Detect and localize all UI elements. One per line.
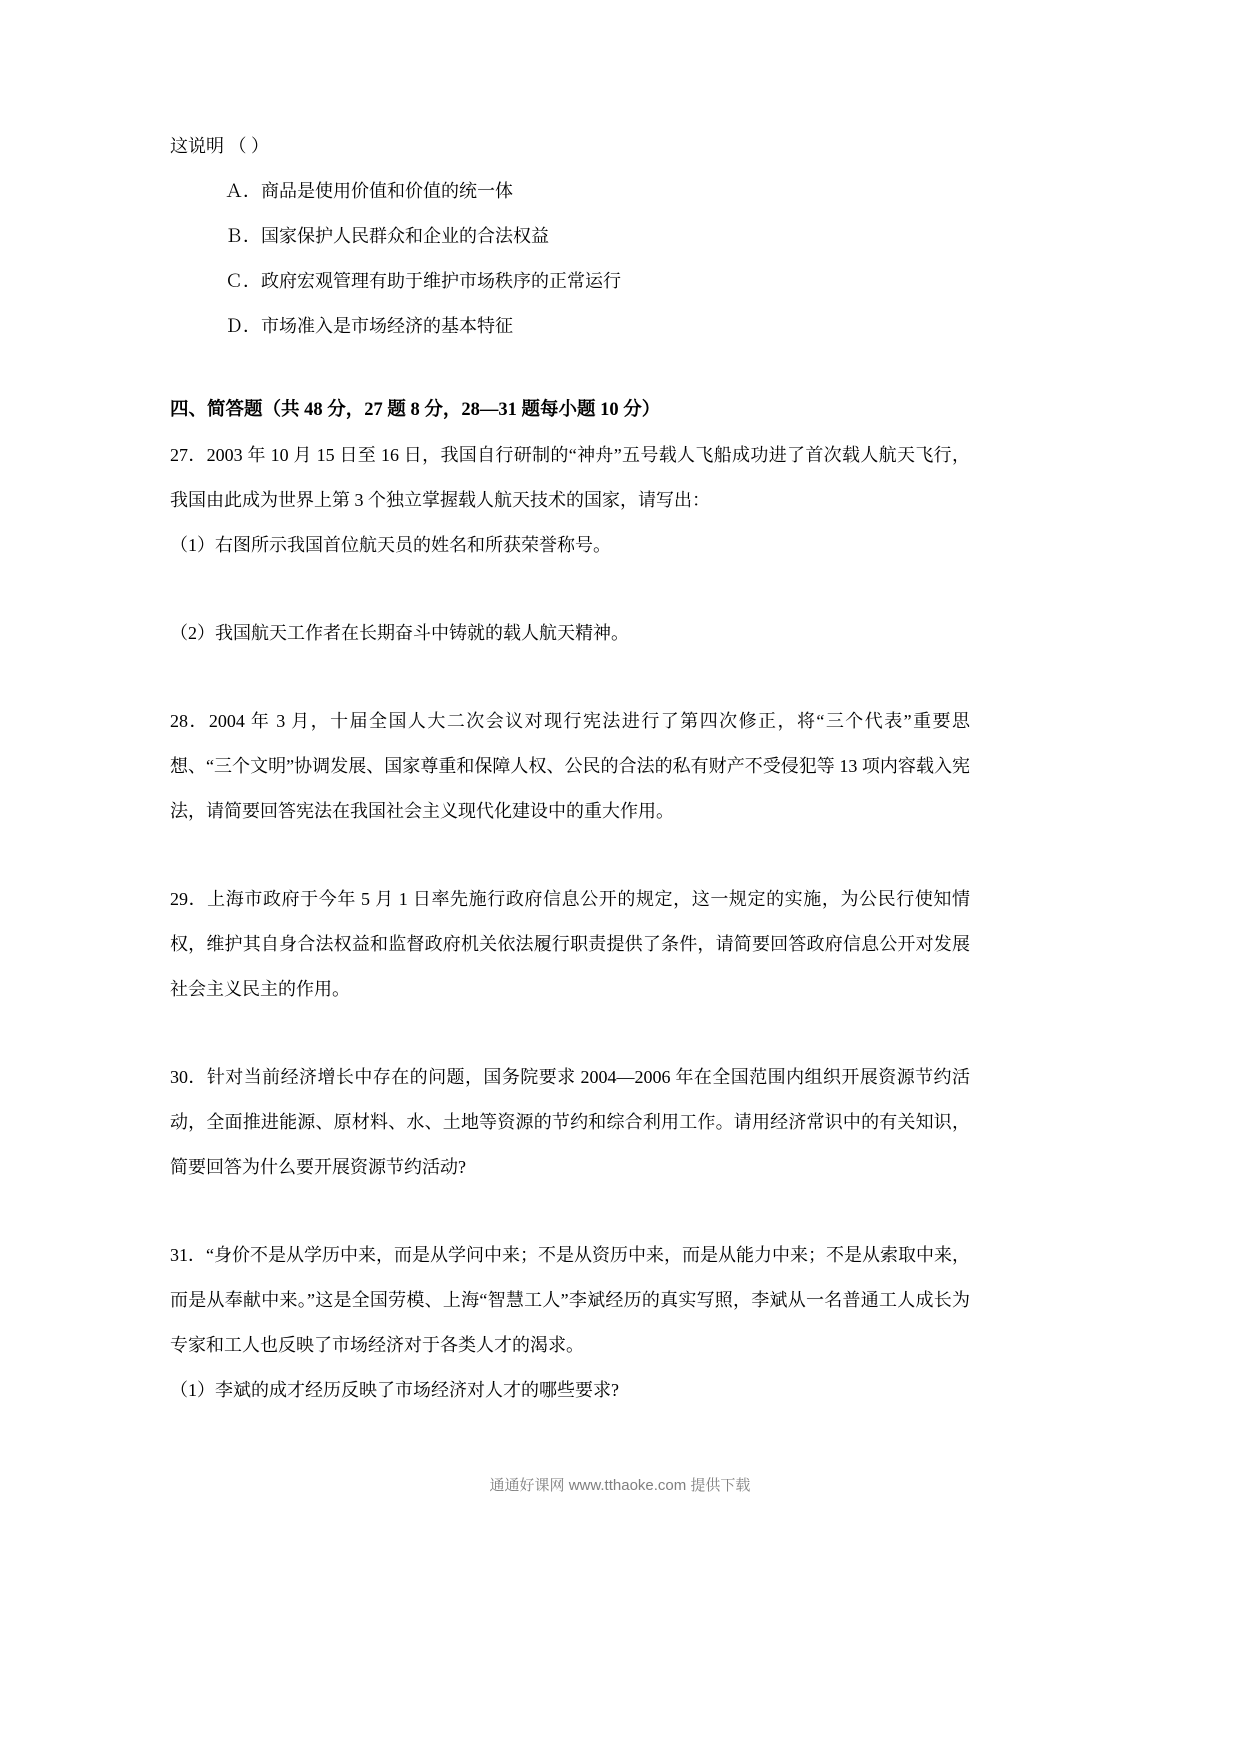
question-29-body: 29．上海市政府于今年 5 月 1 日率先施行政府信息公开的规定，这一规定的实施，为公民行使知情权，维护其自身合法权益和监督政府机关依法履行职责提供了条件，请简要回答政府信息公开对发展社会主义民主的作用。 xyxy=(170,889,970,999)
question-28-body: 28．2004 年 3 月，十届全国人大二次会议对现行宪法进行了第四次修正，将“三个代表”重要思想、“三个文明”协调发展、国家尊重和保障人权、公民的合法的私有财产不受侵犯等 13 项内容载入宪法，请简要回答宪法在我国社会主义现代化建设中的重大作用。 xyxy=(170,711,970,821)
question-27-part-2: （2）我国航天工作者在长期奋斗中铸就的载人航天精神。 xyxy=(170,623,629,643)
question-31-body: 31．“身价不是从学历中来，而是从学问中来；不是从资历中来，而是从能力中来；不是从索取中来，而是从奉献中来。”这是全国劳模、上海“智慧工人”李斌经历的真实写照，李斌从一名普通工人成长为专家和工人也反映了市场经济对于各类人才的渴求。 xyxy=(170,1245,970,1355)
document-content xyxy=(170,124,970,1413)
choice-c: Ｃ．政府宏观管理有助于维护市场秩序的正常运行 xyxy=(225,271,621,291)
question-lead-in: 这说明 （ ） xyxy=(170,136,269,156)
question-31-part-1: （1）李斌的成才经历反映了市场经济对人才的哪些要求? xyxy=(170,1380,619,1400)
choice-d: Ｄ．市场准入是市场经济的基本特征 xyxy=(225,316,513,336)
choice-a: Ａ．商品是使用价值和价值的统一体 xyxy=(225,181,513,201)
question-27-part-1: （1）右图所示我国首位航天员的姓名和所获荣誉称号。 xyxy=(170,535,611,555)
question-30-body: 30．针对当前经济增长中存在的问题，国务院要求 2004—2006 年在全国范围内组织开展资源节约活动，全面推进能源、原材料、水、土地等资源的节约和综合利用工作。请用经济常识中的有关知识，简要回答为什么要开展资源节约活动? xyxy=(170,1067,970,1177)
page-footer: 通通好课网 www.tthaoke.com 提供下载 xyxy=(489,1477,751,1494)
choice-b: Ｂ．国家保护人民群众和企业的合法权益 xyxy=(225,226,549,246)
section-heading: 四、简答题（共 48 分，27 题 8 分，28—31 题每小题 10 分） xyxy=(170,400,661,420)
choice-list xyxy=(170,169,970,349)
question-27-body: 27．2003 年 10 月 15 日至 16 日，我国自行研制的“神舟”五号载人飞船成功进了首次载人航天飞行，我国由此成为世界上第 3 个独立掌握载人航天技术的国家，请写出： xyxy=(170,445,970,510)
